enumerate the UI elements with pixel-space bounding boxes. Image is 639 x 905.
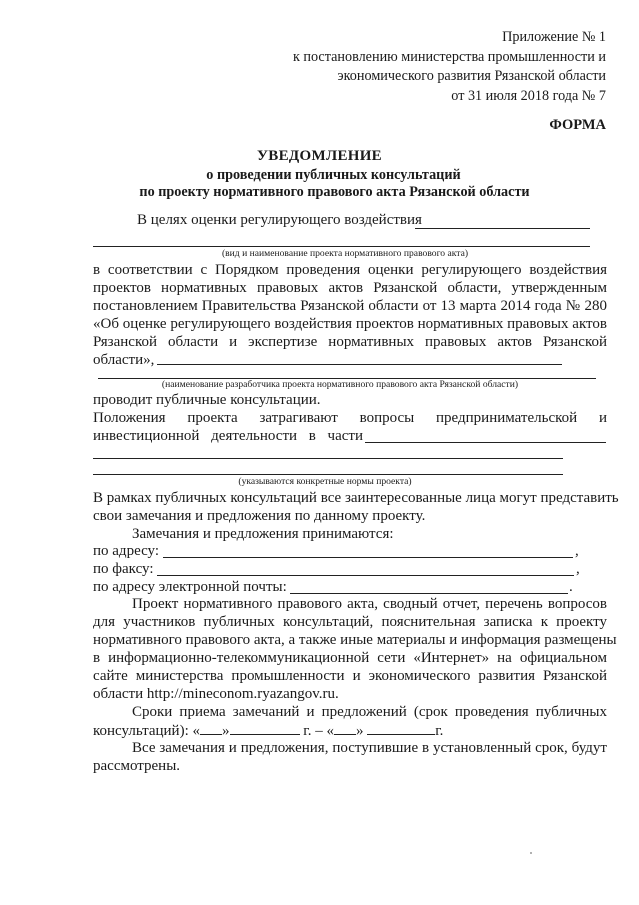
text-line: Все замечания и предложения, поступившие в установленный срок, будут <box>132 740 607 756</box>
text-line: в соответствии с Порядком проведения оценки регулирующего воздействия <box>93 262 607 278</box>
text-line: Рязанской области и экспертизе нормативных правовых актов Рязанской <box>93 334 607 350</box>
appendix-decree-line: к постановлению министерства промышленности и <box>292 48 606 65</box>
scan-speck <box>530 852 532 854</box>
text-line: свои замечания и предложения по данному проекту. <box>93 508 426 524</box>
label-fax: по факсу: <box>93 561 154 577</box>
text-line: Сроки приема замечаний и предложений (срок проведения публичных <box>132 704 607 720</box>
text-line: Проект нормативного правового акта, сводный отчет, перечень вопросов <box>132 596 607 612</box>
text-line: Положения проекта затрагивают вопросы предпринимательской и <box>93 410 607 426</box>
blank-line-fax[interactable] <box>157 575 574 576</box>
text-line: в информационно-телекоммуникационной сети «Интернет» на официальном <box>93 650 607 666</box>
text-line: для участников публичных консультаций, пояснительная записка к проекту <box>93 614 607 630</box>
text-line: проводит публичные консультации. <box>93 392 321 408</box>
text-fragment: консультаций): « <box>93 723 200 739</box>
notice-title: УВЕДОМЛЕНИЕ <box>257 148 382 164</box>
blank-line-norms-2[interactable] <box>93 458 563 459</box>
text-line: проектов нормативных правовых актов Рязанской области, утвержденным <box>93 280 607 296</box>
paragraph-purpose: В целях оценки регулирующего воздействия <box>137 212 422 228</box>
blank-line-act-type[interactable] <box>415 228 590 229</box>
label-address: по адресу: <box>93 543 160 559</box>
deadline-line <box>93 722 443 740</box>
text-fragment: » <box>355 723 364 739</box>
appendix-header <box>293 28 606 106</box>
text-fragment: г. <box>435 723 444 739</box>
label-email: по адресу электронной почты: <box>93 579 287 595</box>
blank-line-developer[interactable] <box>157 364 562 365</box>
blank-start-day[interactable] <box>200 722 222 735</box>
blank-end-month[interactable] <box>367 722 435 735</box>
appendix-ministry-line: экономического развития Рязанской области <box>337 68 606 84</box>
text-line: постановлением Правительства Рязанской области от 13 марта 2014 года № 280 <box>93 298 607 314</box>
text-line: «Об оценке регулирующего воздействия проектов нормативных правовых актов <box>93 316 607 332</box>
text-fragment: » <box>222 723 230 739</box>
punct-comma: , <box>576 561 580 577</box>
blank-end-day[interactable] <box>334 722 356 735</box>
caption-norms: (указываются конкретные нормы проекта) <box>238 476 412 487</box>
appendix-date-line: от 31 июля 2018 года № 7 <box>451 87 606 104</box>
notice-subtitle: о проведении публичных консультаций <box>206 167 461 183</box>
text-line: Замечания и предложения принимаются: <box>132 526 394 542</box>
notice-subject: по проекту нормативного правового акта Рязанской области <box>139 184 530 200</box>
blank-line-email[interactable] <box>290 593 568 594</box>
blank-line-norms-3[interactable] <box>93 474 563 475</box>
text-line: сайте министерства промышленности и экономического развития Рязанской <box>93 668 607 684</box>
text-fragment: г. – « <box>303 723 334 739</box>
punct-comma: , <box>575 543 579 559</box>
appendix-number: Приложение № 1 <box>502 29 606 45</box>
blank-start-month[interactable] <box>230 722 300 735</box>
blank-line-address[interactable] <box>163 557 573 558</box>
blank-line-act-name[interactable] <box>93 246 590 247</box>
caption-act: (вид и наименование проекта нормативного правового акта) <box>221 248 469 259</box>
text-line: В рамках публичных консультаций все заинтересованные лица могут представить <box>93 490 619 506</box>
caption-developer: (наименование разработчика проекта нормативного правового акта Рязанской области) <box>161 379 519 390</box>
punct-period: . <box>569 579 573 595</box>
text-line: рассмотрены. <box>93 758 181 774</box>
text-line: инвестиционной деятельности в части <box>93 428 363 444</box>
text-line: области», <box>93 352 155 368</box>
text-line: нормативного правового акта, а также иные материалы и информация размещены <box>93 632 617 648</box>
blank-line-norms[interactable] <box>365 442 606 443</box>
form-label: ФОРМА <box>549 117 606 133</box>
text-line: области http://mineconom.ryazangov.ru. <box>93 686 339 702</box>
